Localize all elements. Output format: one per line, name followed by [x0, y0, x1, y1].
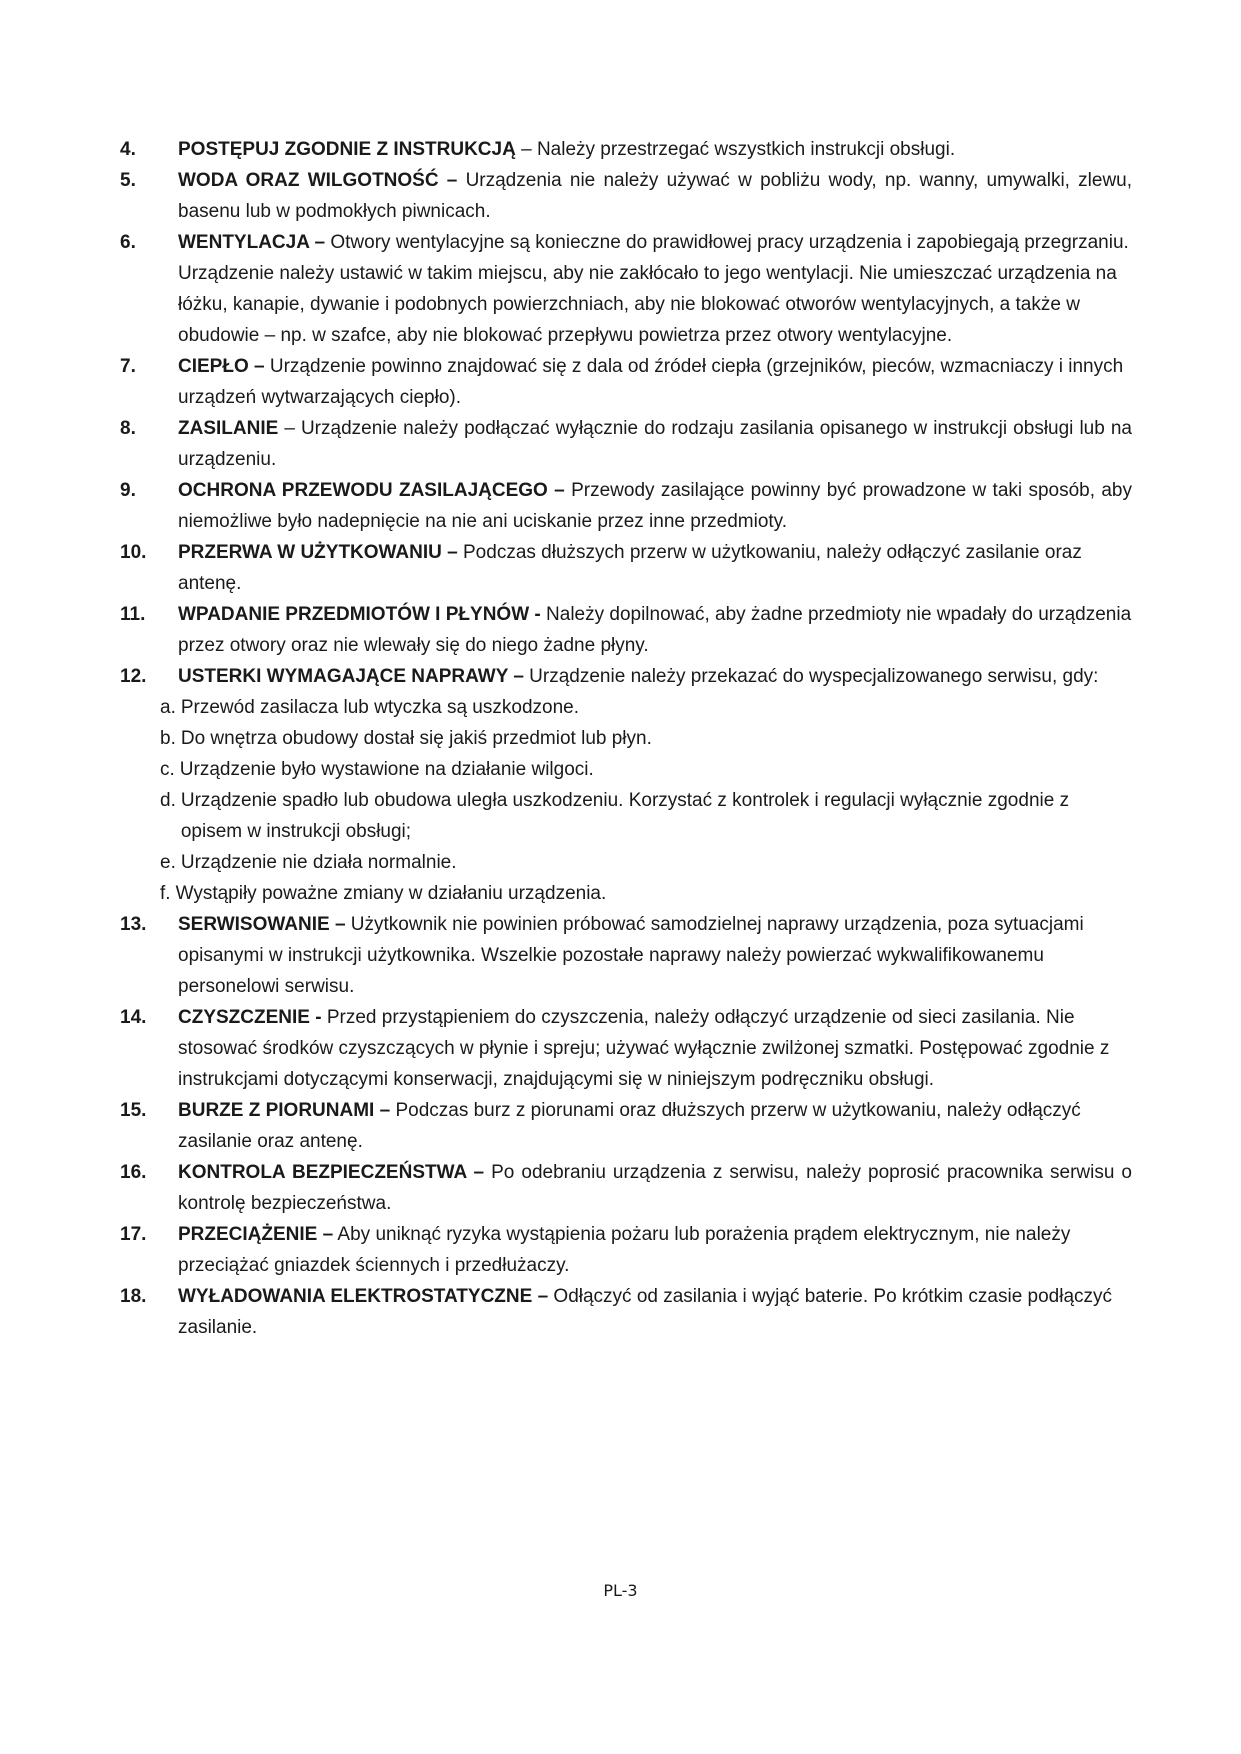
item-text: Urządzenie należy przekazać do wyspecjalizowanego serwisu, gdy:	[523, 666, 1099, 687]
item-title: POSTĘPUJ ZGODNIE Z INSTRUKCJĄ	[178, 139, 516, 160]
sub-item-label: f.	[160, 883, 171, 904]
item-title: CIEPŁO –	[178, 356, 265, 377]
item-number: 18.	[120, 1286, 147, 1307]
item-title: WENTYLACJA –	[178, 232, 326, 253]
sub-list-item	[160, 692, 1132, 723]
item-number: 10.	[120, 542, 147, 563]
list-item	[120, 475, 1132, 537]
item-text: Podczas burz z piorunami oraz dłuższych przerw w użytkowaniu, należy odłączyć zasilanie oraz antenę.	[178, 1100, 1081, 1152]
sub-item-label: b.	[160, 728, 176, 749]
item-number: 12.	[120, 666, 147, 687]
list-item	[120, 1157, 1132, 1219]
item-number: 17.	[120, 1224, 147, 1245]
list-item	[120, 351, 1132, 413]
list-item	[120, 1095, 1132, 1157]
item-text: Podczas dłuższych przerw w użytkowaniu, należy odłączyć zasilanie oraz antenę.	[178, 542, 1082, 594]
document-page	[120, 134, 1132, 1343]
list-item	[120, 1002, 1132, 1095]
item-title: CZYSZCZENIE -	[178, 1007, 322, 1028]
item-title: SERWISOWANIE –	[178, 914, 346, 935]
list-item	[120, 227, 1132, 351]
item-number: 13.	[120, 914, 147, 935]
item-title: PRZECIĄŻENIE –	[178, 1224, 334, 1245]
sub-item-label: e.	[160, 852, 176, 873]
item-number: 15.	[120, 1100, 147, 1121]
item-text: Po odebraniu urządzenia z serwisu, należy poprosić pracownika serwisu o kontrolę bezpieczeństwa.	[178, 1162, 1132, 1214]
item-number: 5.	[120, 170, 136, 191]
item-number: 8.	[120, 418, 136, 439]
list-item	[120, 165, 1132, 227]
sub-item-label: d.	[160, 790, 176, 811]
item-text: Przewody zasilające powinny być prowadzone w taki sposób, aby niemożliwe było nadepnięcie na nie ani uciskanie przez inne przedmioty.	[178, 480, 1132, 532]
item-title: WPADANIE PRZEDMIOTÓW I PŁYNÓW -	[178, 604, 541, 625]
page-number: PL-3	[603, 1581, 638, 1600]
item-title: PRZERWA W UŻYTKOWANIU –	[178, 542, 458, 563]
list-item	[120, 661, 1132, 692]
item-number: 9.	[120, 480, 136, 501]
item-number: 6.	[120, 232, 136, 253]
item-text: Użytkownik nie powinien próbować samodzielnej naprawy urządzenia, poza sytuacjami opisanymi w instrukcji użytkownika. Wszelkie pozostałe naprawy należy powierzać wykwalifikowanemu personelowi serwisu.	[178, 914, 1084, 997]
item-text: – Urządzenie należy podłączać wyłącznie do rodzaju zasilania opisanego w instrukcji obsługi lub na urządzeniu.	[178, 418, 1132, 470]
list-item	[120, 413, 1132, 475]
item-text: Otwory wentylacyjne są konieczne do prawidłowej pracy urządzenia i zapobiegają przegrzaniu. Urządzenie należy ustawić w takim miejscu, aby nie zakłócało to jego wentylacji. Nie umieszczać urządzenia na łóżku, kanapie, dywanie i podobnych powierzchniach, aby nie blokować otworów wentylacyjnych, a także w obudowie – np. w szafce, aby nie blokować przepływu powietrza przez otwory wentylacyjne.	[178, 232, 1129, 346]
list-item	[120, 599, 1132, 661]
list-item	[120, 134, 1132, 165]
item-text: Odłączyć od zasilania i wyjąć baterie. Po krótkim czasie podłączyć zasilanie.	[178, 1286, 1113, 1338]
sub-item-text: Wystąpiły poważne zmiany w działaniu urządzenia.	[175, 883, 607, 904]
list-item	[120, 1219, 1132, 1281]
sub-list-item	[160, 847, 1132, 878]
item-number: 14.	[120, 1007, 147, 1028]
item-title: BURZE Z PIORUNAMI –	[178, 1100, 391, 1121]
item-text: Przed przystąpieniem do czyszczenia, należy odłączyć urządzenie od sieci zasilania. Nie stosować środków czyszczących w płynie i spreju; używać wyłącznie zwilżonej szmatki. Postępować zgodnie z instrukcjami dotyczącymi konserwacji, znajdującymi się w niniejszym podręczniku obsługi.	[178, 1007, 1110, 1090]
item-title: WYŁADOWANIA ELEKTROSTATYCZNE –	[178, 1286, 549, 1307]
sub-list-item	[160, 878, 1132, 909]
list-item	[120, 909, 1132, 1002]
sub-item-text: Urządzenie było wystawione na działanie wilgoci.	[179, 759, 594, 780]
item-title: ZASILANIE	[178, 418, 279, 439]
sub-item-text: Do wnętrza obudowy dostał się jakiś przedmiot lub płyn.	[180, 728, 652, 749]
list-item	[120, 537, 1132, 599]
item-text: Należy dopilnować, aby żadne przedmioty nie wpadały do urządzenia przez otwory oraz nie wlewały się do niego żadne płyny.	[178, 604, 1132, 656]
item-number: 16.	[120, 1162, 147, 1183]
item-text: – Należy przestrzegać wszystkich instrukcji obsługi.	[515, 139, 956, 160]
list-item	[120, 1281, 1132, 1343]
sub-item-label: c.	[160, 759, 175, 780]
item-title: KONTROLA BEZPIECZEŃSTWA –	[178, 1162, 485, 1183]
item-title: OCHRONA PRZEWODU ZASILAJĄCEGO –	[178, 480, 565, 501]
item-text: Urządzenia nie należy używać w pobliżu wody, np. wanny, umywalki, zlewu, basenu lub w podmokłych piwnicach.	[178, 170, 1133, 222]
item-title: WODA ORAZ WILGOTNOŚĆ –	[178, 170, 458, 191]
sub-item-text: Urządzenie nie działa normalnie.	[180, 852, 457, 873]
item-text: Urządzenie powinno znajdować się z dala od źródeł ciepła (grzejników, pieców, wzmacniaczy i innych urządzeń wytwarzających ciepło).	[178, 356, 1124, 408]
sub-item-text: Przewód zasilacza lub wtyczka są uszkodzone.	[180, 697, 579, 718]
item-number: 11.	[120, 604, 146, 625]
sub-list-item	[160, 785, 1132, 847]
sub-item-label: a.	[160, 697, 176, 718]
item-number: 7.	[120, 356, 136, 377]
sub-item-text: Urządzenie spadło lub obudowa uległa uszkodzeniu. Korzystać z kontrolek i regulacji wyłącznie zgodnie z opisem w instrukcji obsługi;	[180, 790, 1070, 842]
sub-list-item	[160, 723, 1132, 754]
item-text: Aby uniknąć ryzyka wystąpienia pożaru lub porażenia prądem elektrycznym, nie należy przeciążać gniazdek ściennych i przedłużaczy.	[178, 1224, 1071, 1276]
item-number: 4.	[120, 139, 136, 160]
sub-list	[120, 692, 1132, 909]
sub-list-item	[160, 754, 1132, 785]
item-title: USTERKI WYMAGAJĄCE NAPRAWY –	[178, 666, 524, 687]
